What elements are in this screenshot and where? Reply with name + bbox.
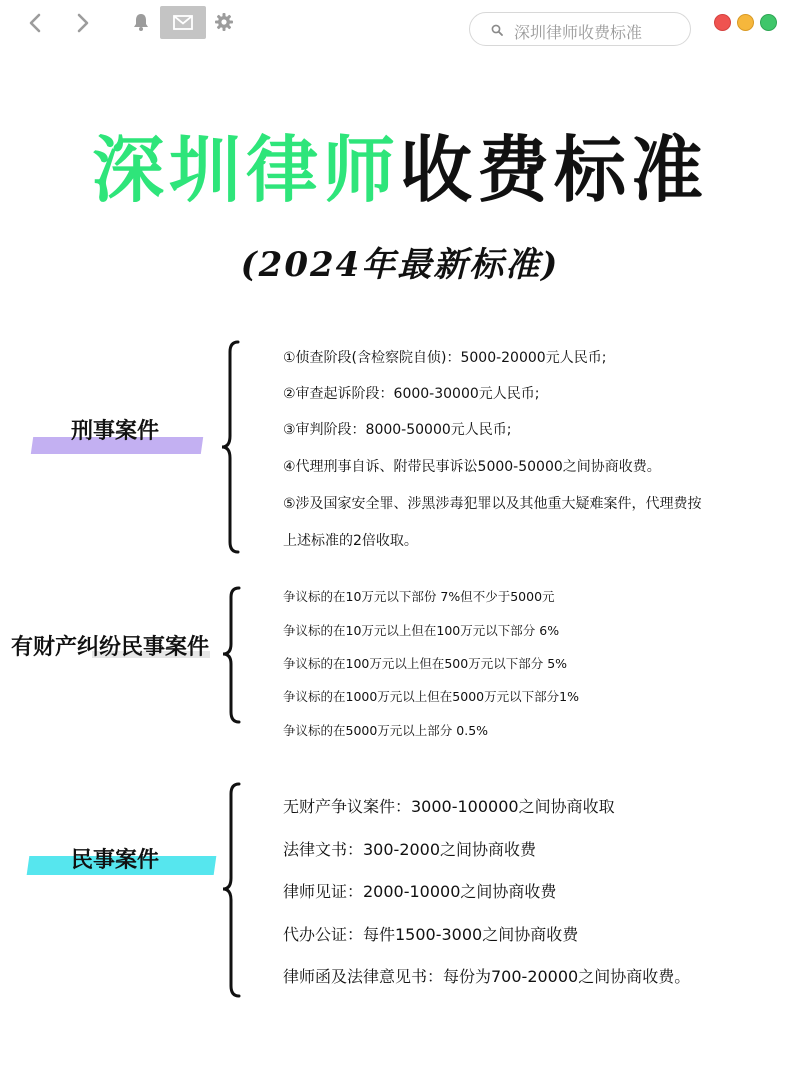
chevron-left-icon <box>24 10 48 36</box>
chevron-right-icon <box>70 10 94 36</box>
fee-item: 争议标的在1000万元以上但在5000万元以下部分1% <box>283 689 579 704</box>
category-civil-label: 民事案件 <box>71 848 160 873</box>
fee-item: 争议标的在100万元以上但在500万元以下部分 5% <box>283 656 568 671</box>
category-criminal-label: 刑事案件 <box>71 419 160 444</box>
forward-button[interactable] <box>70 10 94 36</box>
fee-item: 律师见证：2000-10000之间协商收费 <box>283 882 557 901</box>
fee-item: 律师函及法律意见书：每份为700-20000之间协商收费。 <box>283 967 691 986</box>
window-close-button[interactable] <box>714 14 731 31</box>
fee-item: 上述标准的2倍收取。 <box>283 533 418 549</box>
fee-item: 代办公证：每件1500-3000之间协商收费 <box>283 925 579 944</box>
brace-icon <box>218 340 242 554</box>
fee-item: ①侦查阶段(含检察院自侦)：5000-20000元人民币; <box>283 350 607 366</box>
fee-item: 法律文书：300-2000之间协商收费 <box>283 840 537 859</box>
fee-item: 争议标的在10万元以上但在100万元以下部分 6% <box>283 623 560 638</box>
category-property-civil-label: 有财产纠纷民事案件 <box>11 635 210 660</box>
search-icon <box>491 24 503 36</box>
fee-item: ⑤涉及国家安全罪、涉黑涉毒犯罪以及其他重大疑难案件，代理费按 <box>283 496 702 512</box>
settings-button[interactable] <box>214 12 234 36</box>
notification-button[interactable] <box>132 12 150 36</box>
mail-button[interactable] <box>160 6 206 39</box>
search-bar[interactable] <box>469 12 691 46</box>
back-button[interactable] <box>24 10 48 36</box>
search-query[interactable]: 深圳律师收费标准 <box>514 23 643 42</box>
page-title <box>0 122 800 218</box>
brace-icon <box>219 586 243 724</box>
fee-item: ②审查起诉阶段：6000-30000元人民币; <box>283 386 540 402</box>
window-maximize-button[interactable] <box>760 14 777 31</box>
fee-item: ③审判阶段：8000-50000元人民币; <box>283 422 512 438</box>
title-accent: 深圳律师 <box>91 128 400 212</box>
fee-item: ④代理刑事自诉、附带民事诉讼5000-50000之间协商收费。 <box>283 459 661 475</box>
mail-icon <box>160 6 206 39</box>
title-rest: 收费标准 <box>400 128 709 212</box>
gear-icon <box>214 12 234 32</box>
page-subtitle: (2024年最新标准) <box>240 245 560 285</box>
bell-icon <box>132 12 150 32</box>
brace-icon <box>219 782 243 998</box>
fee-item: 无财产争议案件：3000-100000之间协商收取 <box>283 797 615 816</box>
window-minimize-button[interactable] <box>737 14 754 31</box>
toolbar <box>0 0 800 56</box>
fee-item: 争议标的在5000万元以上部分 0.5% <box>283 723 489 738</box>
fee-item: 争议标的在10万元以下部份 7%但不少于5000元 <box>283 589 555 604</box>
